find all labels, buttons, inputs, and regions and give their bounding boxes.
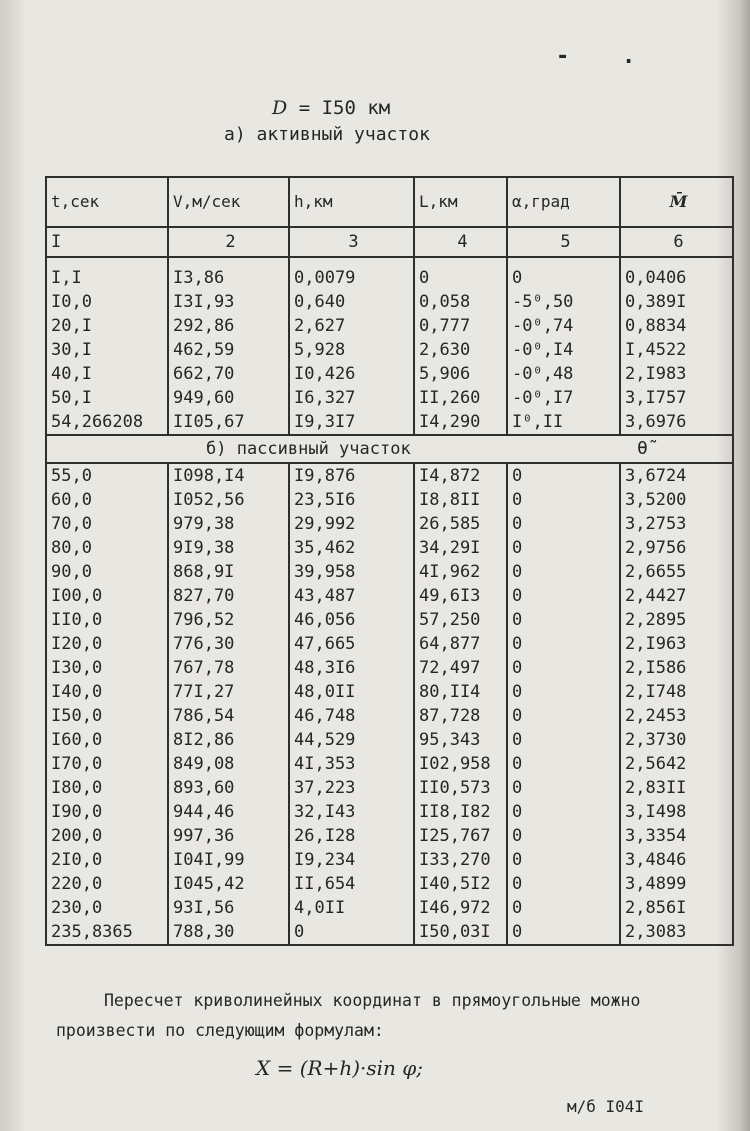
table-cell: 230,0 xyxy=(46,896,168,920)
table-cell: 200,0 xyxy=(46,824,168,848)
table-row xyxy=(46,314,733,338)
table-cell: 997,36 xyxy=(168,824,289,848)
table-cell: 2,5642 xyxy=(620,752,733,776)
table-cell: I0,426 xyxy=(289,362,414,386)
table-cell: I3I,93 xyxy=(168,290,289,314)
table-cell: 30,I xyxy=(46,338,168,362)
table-cell: 40,I xyxy=(46,362,168,386)
table-cell: 2,856I xyxy=(620,896,733,920)
table-cell: 0 xyxy=(507,896,620,920)
col-index: 6 xyxy=(620,227,733,257)
section-b-row xyxy=(46,435,733,463)
table-cell: I052,56 xyxy=(168,488,289,512)
table-cell: 767,78 xyxy=(168,656,289,680)
table-cell: 3,6976 xyxy=(620,410,733,435)
table-cell: I9,3I7 xyxy=(289,410,414,435)
col-index: I xyxy=(46,227,168,257)
table-cell: 0,777 xyxy=(414,314,507,338)
table-cell: 0 xyxy=(507,560,620,584)
table-cell: 0,0079 xyxy=(289,266,414,290)
table-row xyxy=(46,536,733,560)
table-header-row xyxy=(46,177,733,227)
table-cell: 2,2453 xyxy=(620,704,733,728)
table-cell: 47,665 xyxy=(289,632,414,656)
table-row xyxy=(46,848,733,872)
table-cell: I80,0 xyxy=(46,776,168,800)
table-cell: 8I2,86 xyxy=(168,728,289,752)
table-cell: II0,0 xyxy=(46,608,168,632)
table-cell: I20,0 xyxy=(46,632,168,656)
table-cell: 0 xyxy=(507,488,620,512)
table-cell: I8,8II xyxy=(414,488,507,512)
table-cell: -0⁰,74 xyxy=(507,314,620,338)
table-cell: 35,462 xyxy=(289,536,414,560)
table-cell: 0 xyxy=(507,704,620,728)
table-cell: 77I,27 xyxy=(168,680,289,704)
table-cell: 44,529 xyxy=(289,728,414,752)
table-cell: 0 xyxy=(507,728,620,752)
table-cell: 0 xyxy=(507,872,620,896)
handwritten-formula: X = (R+h)·sin φ; xyxy=(256,1056,424,1080)
table-cell: 0,0406 xyxy=(620,266,733,290)
table-row xyxy=(46,488,733,512)
table-gap-row xyxy=(46,257,733,266)
table-cell: II05,67 xyxy=(168,410,289,435)
table-row xyxy=(46,290,733,314)
table-cell: 2,I983 xyxy=(620,362,733,386)
table-cell: I30,0 xyxy=(46,656,168,680)
table-cell: 0 xyxy=(507,656,620,680)
table-cell: I4,872 xyxy=(414,463,507,488)
col-index: 4 xyxy=(414,227,507,257)
table-cell: 949,60 xyxy=(168,386,289,410)
table-cell: 3,4846 xyxy=(620,848,733,872)
table-cell: I25,767 xyxy=(414,824,507,848)
table-cell: 0 xyxy=(507,824,620,848)
table-row xyxy=(46,266,733,290)
table-row xyxy=(46,584,733,608)
table-cell: 292,86 xyxy=(168,314,289,338)
table-cell: 80,0 xyxy=(46,536,168,560)
table-cell: -0⁰,48 xyxy=(507,362,620,386)
paragraph-line-2: произвести по следующим формулам: xyxy=(56,1021,384,1040)
top-dash-mark: - xyxy=(556,44,570,69)
table-row xyxy=(46,872,733,896)
col-index: 5 xyxy=(507,227,620,257)
table-cell: 2I0,0 xyxy=(46,848,168,872)
table-row xyxy=(46,800,733,824)
table-cell: I50,03I xyxy=(414,920,507,945)
table-cell: 70,0 xyxy=(46,512,168,536)
scan-left-edge xyxy=(0,0,26,1131)
col-header: α,град xyxy=(507,177,620,227)
table-cell: 0 xyxy=(507,584,620,608)
table-cell: 2,9756 xyxy=(620,536,733,560)
table-row xyxy=(46,512,733,536)
table-cell: 3,3354 xyxy=(620,824,733,848)
table-cell: 90,0 xyxy=(46,560,168,584)
table-cell: 32,I43 xyxy=(289,800,414,824)
table-row xyxy=(46,362,733,386)
table-cell: 57,250 xyxy=(414,608,507,632)
table-cell: 39,958 xyxy=(289,560,414,584)
table-cell: I3,86 xyxy=(168,266,289,290)
table-cell: 788,30 xyxy=(168,920,289,945)
table-cell: 0 xyxy=(507,512,620,536)
col-index: 3 xyxy=(289,227,414,257)
table-row xyxy=(46,824,733,848)
table-row xyxy=(46,632,733,656)
table-cell: I46,972 xyxy=(414,896,507,920)
table-row xyxy=(46,896,733,920)
col-header: M̄ xyxy=(620,177,733,227)
top-dot-mark: . xyxy=(622,44,636,69)
section-b-title: б) пассивный участок xyxy=(206,439,411,459)
table-cell: 0 xyxy=(507,848,620,872)
table-cell: 462,59 xyxy=(168,338,289,362)
table-cell: I⁰,II xyxy=(507,410,620,435)
table-cell: 5,906 xyxy=(414,362,507,386)
table-cell: -0⁰,I7 xyxy=(507,386,620,410)
table-cell: 827,70 xyxy=(168,584,289,608)
table-cell: 29,992 xyxy=(289,512,414,536)
table-cell: 5,928 xyxy=(289,338,414,362)
table-cell: I40,5I2 xyxy=(414,872,507,896)
table-cell: 4I,353 xyxy=(289,752,414,776)
table-cell: 0,8834 xyxy=(620,314,733,338)
table-cell: 48,3I6 xyxy=(289,656,414,680)
table-cell: 868,9I xyxy=(168,560,289,584)
col-header: t,сек xyxy=(46,177,168,227)
table-cell: 0 xyxy=(507,632,620,656)
table-cell: 979,38 xyxy=(168,512,289,536)
table-cell: I6,327 xyxy=(289,386,414,410)
table-cell: 786,54 xyxy=(168,704,289,728)
table-cell: 60,0 xyxy=(46,488,168,512)
table-cell: 0 xyxy=(507,776,620,800)
table-cell: 2,627 xyxy=(289,314,414,338)
table-cell: 3,I757 xyxy=(620,386,733,410)
col-index: 2 xyxy=(168,227,289,257)
table-cell: I04I,99 xyxy=(168,848,289,872)
table-cell: 2,4427 xyxy=(620,584,733,608)
table-cell: 26,I28 xyxy=(289,824,414,848)
table-cell: I40,0 xyxy=(46,680,168,704)
table-cell: 220,0 xyxy=(46,872,168,896)
table-cell: -0⁰,I4 xyxy=(507,338,620,362)
table-cell: 50,I xyxy=(46,386,168,410)
table-cell: I60,0 xyxy=(46,728,168,752)
table-index-row xyxy=(46,227,733,257)
table-cell: 2,3083 xyxy=(620,920,733,945)
table-cell: 72,497 xyxy=(414,656,507,680)
table-cell: 64,877 xyxy=(414,632,507,656)
table-cell: 662,70 xyxy=(168,362,289,386)
table-cell: 37,223 xyxy=(289,776,414,800)
table-cell: 0 xyxy=(507,920,620,945)
distance-value: = I50 км xyxy=(298,97,391,119)
table-cell: 2,I586 xyxy=(620,656,733,680)
table-row xyxy=(46,752,733,776)
table-row xyxy=(46,704,733,728)
table-cell: 0 xyxy=(507,536,620,560)
table-cell: 4,0II xyxy=(289,896,414,920)
table-cell: 26,585 xyxy=(414,512,507,536)
table-cell: II,260 xyxy=(414,386,507,410)
col-header: h,км xyxy=(289,177,414,227)
table-cell: 20,I xyxy=(46,314,168,338)
table-cell: 46,748 xyxy=(289,704,414,728)
page-footer-code: м/б I04I xyxy=(567,1097,645,1116)
table-cell: I045,42 xyxy=(168,872,289,896)
table-row xyxy=(46,386,733,410)
table-cell: I,I xyxy=(46,266,168,290)
table-cell: 3,2753 xyxy=(620,512,733,536)
table-cell: 776,30 xyxy=(168,632,289,656)
distance-heading xyxy=(272,97,390,119)
table-cell: 3,I498 xyxy=(620,800,733,824)
table-cell: 49,6I3 xyxy=(414,584,507,608)
table-cell: 0 xyxy=(507,608,620,632)
table-cell: I4,290 xyxy=(414,410,507,435)
table-row xyxy=(46,463,733,488)
table-cell: 893,60 xyxy=(168,776,289,800)
table-cell: 4I,962 xyxy=(414,560,507,584)
table-cell: 235,8365 xyxy=(46,920,168,945)
trajectory-table xyxy=(45,176,734,946)
table-row xyxy=(46,656,733,680)
table-cell: 46,056 xyxy=(289,608,414,632)
table-cell: 80,II4 xyxy=(414,680,507,704)
table-row xyxy=(46,728,733,752)
table-cell: 849,08 xyxy=(168,752,289,776)
table-cell: 0 xyxy=(507,463,620,488)
table-cell: 2,I963 xyxy=(620,632,733,656)
table-cell: 2,83II xyxy=(620,776,733,800)
table-cell: 944,46 xyxy=(168,800,289,824)
table-cell: 43,487 xyxy=(289,584,414,608)
table-cell: 3,6724 xyxy=(620,463,733,488)
table-cell: -5⁰,50 xyxy=(507,290,620,314)
table-cell: 55,0 xyxy=(46,463,168,488)
table-cell: 2,I748 xyxy=(620,680,733,704)
theta-mark: θ̃ xyxy=(637,438,648,459)
table-cell: I50,0 xyxy=(46,704,168,728)
table-cell: 2,3730 xyxy=(620,728,733,752)
table-cell: II,654 xyxy=(289,872,414,896)
table-cell: 0,640 xyxy=(289,290,414,314)
col-header: V,м/сек xyxy=(168,177,289,227)
table-cell: 9I9,38 xyxy=(168,536,289,560)
table-cell: 0,058 xyxy=(414,290,507,314)
table-cell: I33,270 xyxy=(414,848,507,872)
table-cell: I9,876 xyxy=(289,463,414,488)
section-a-title: а) активный участок xyxy=(224,124,430,145)
table-cell: I70,0 xyxy=(46,752,168,776)
table-cell: I,4522 xyxy=(620,338,733,362)
table-row xyxy=(46,410,733,435)
table-cell: 2,6655 xyxy=(620,560,733,584)
table-cell: 48,0II xyxy=(289,680,414,704)
table-row xyxy=(46,338,733,362)
table-cell: 3,5200 xyxy=(620,488,733,512)
table-cell: 0 xyxy=(507,266,620,290)
table-cell: 0,389I xyxy=(620,290,733,314)
table-cell: 3,4899 xyxy=(620,872,733,896)
table-cell: II0,573 xyxy=(414,776,507,800)
table-cell: 34,29I xyxy=(414,536,507,560)
table-cell: 54,266208 xyxy=(46,410,168,435)
table-row xyxy=(46,560,733,584)
table-cell: II8,I82 xyxy=(414,800,507,824)
table-cell: I02,958 xyxy=(414,752,507,776)
table-row xyxy=(46,680,733,704)
table-row xyxy=(46,776,733,800)
table-cell: 23,5I6 xyxy=(289,488,414,512)
paragraph-line-1: Пересчет криволинейных координат в прямоугольные можно xyxy=(104,991,641,1010)
table-cell: I9,234 xyxy=(289,848,414,872)
table-cell: 796,52 xyxy=(168,608,289,632)
table-row xyxy=(46,608,733,632)
table-cell: 93I,56 xyxy=(168,896,289,920)
table-cell: 2,630 xyxy=(414,338,507,362)
table-cell: I0,0 xyxy=(46,290,168,314)
table-cell: 0 xyxy=(507,752,620,776)
col-header: L,км xyxy=(414,177,507,227)
table-cell: 0 xyxy=(289,920,414,945)
table-cell: I098,I4 xyxy=(168,463,289,488)
table-cell: I00,0 xyxy=(46,584,168,608)
table-cell: 2,2895 xyxy=(620,608,733,632)
table-cell: I90,0 xyxy=(46,800,168,824)
table-cell: 87,728 xyxy=(414,704,507,728)
distance-symbol: D xyxy=(272,97,288,119)
conversion-paragraph xyxy=(56,986,696,1046)
table-cell: 0 xyxy=(414,266,507,290)
table-cell: 0 xyxy=(507,800,620,824)
table-cell: 95,343 xyxy=(414,728,507,752)
table-row xyxy=(46,920,733,945)
table-cell: 0 xyxy=(507,680,620,704)
